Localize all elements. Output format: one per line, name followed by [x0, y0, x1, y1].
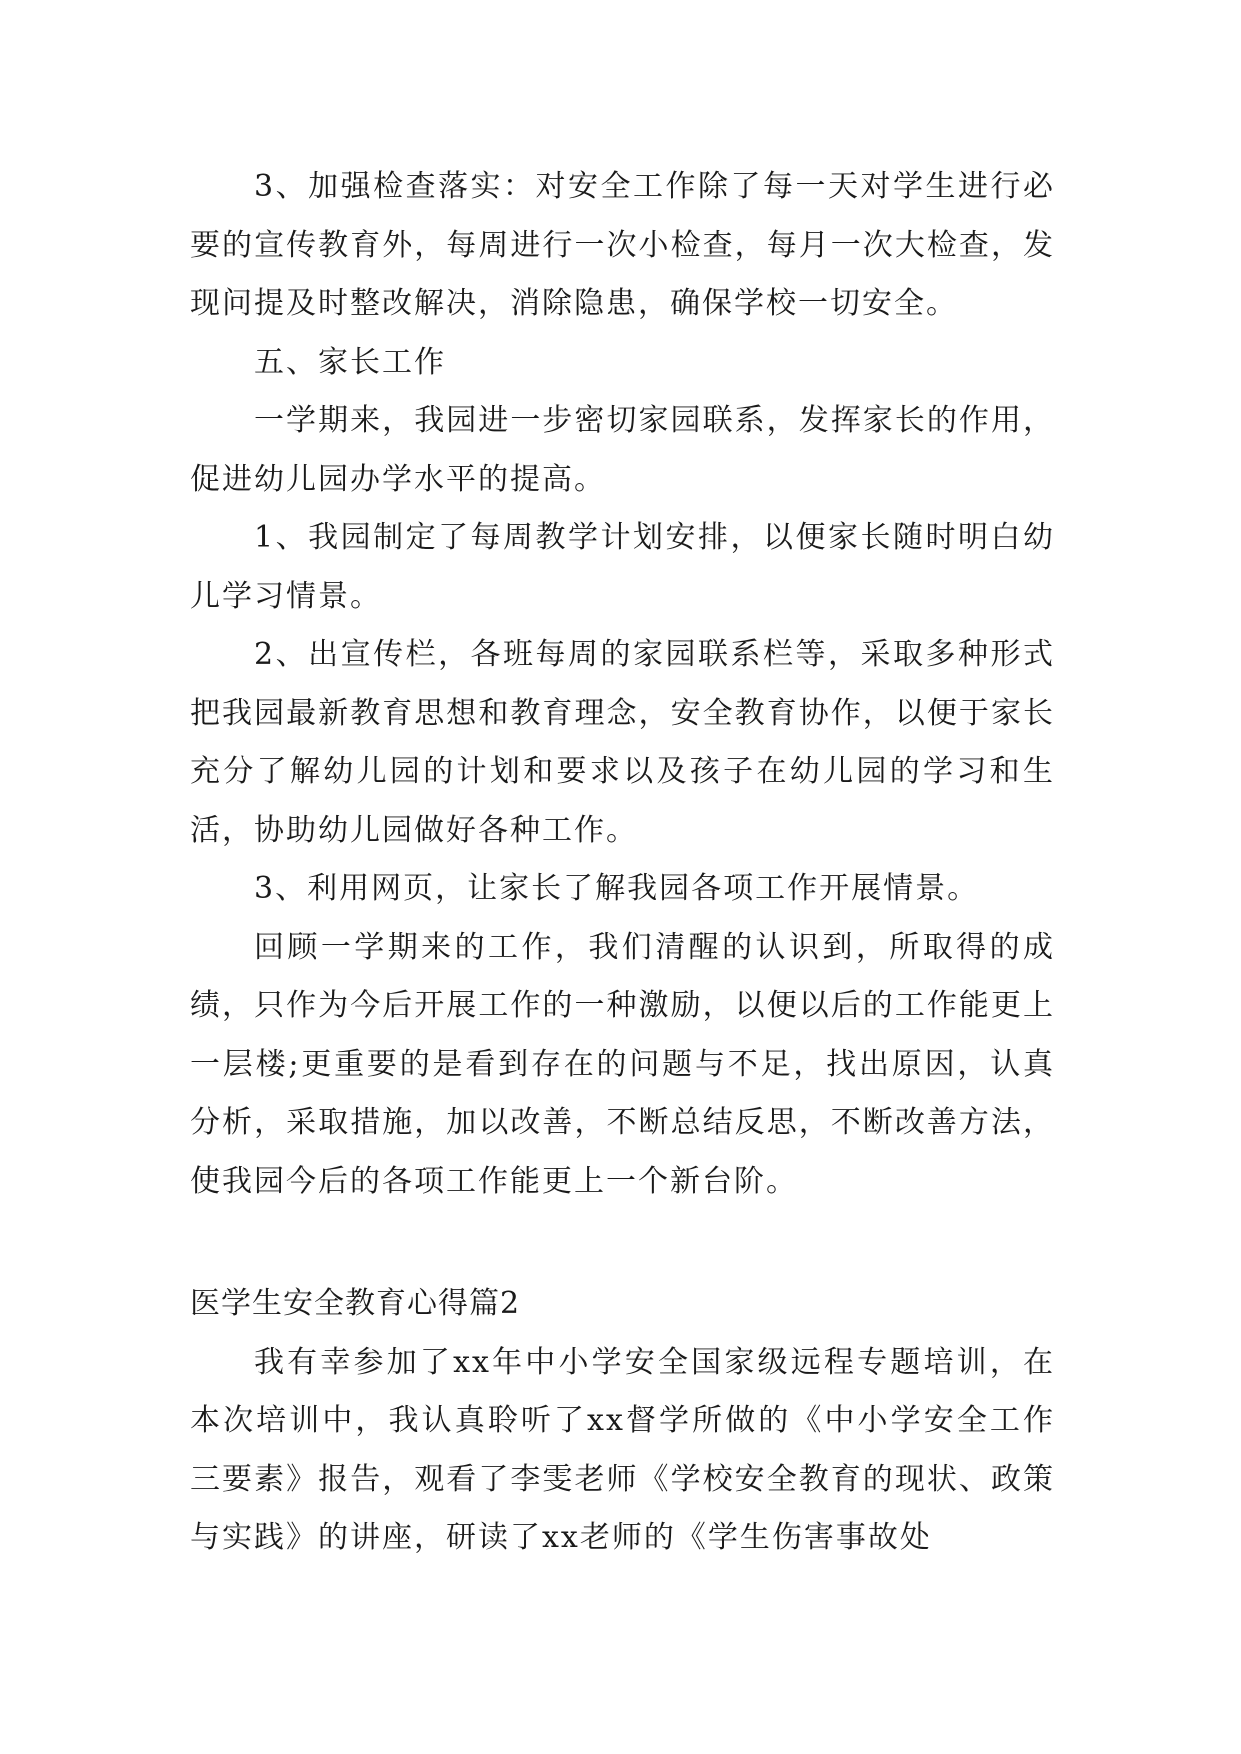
- paragraph-webpage: 3、利用网页，让家长了解我园各项工作开展情景。: [254, 871, 980, 906]
- paragraph-bulletin-board: 2、出宣传栏，各班每周的家园联系栏等，采取多种形式把我园最新教育思想和教育理念，安全教育协作，以便于家长充分了解幼儿园的计划和要求以及孩子在幼儿园的学习和生活，协助幼儿园做好各种工作。: [190, 637, 1055, 848]
- paragraph-home-school-contact: 一学期来，我园进一步密切家园联系，发挥家长的作用，促进幼儿园办学水平的提高。: [190, 403, 1055, 497]
- paragraph-review: 回顾一学期来的工作，我们清醒的认识到，所取得的成绩，只作为今后开展工作的一种激励，以便以后的工作能更上一层楼;更重要的是看到存在的问题与不足，找出原因，认真分析，采取措施，加以改善，不断总结反思，不断改善方法，使我园今后的各项工作能更上一个新台阶。: [190, 929, 1055, 1199]
- paragraph-safety-inspection: 3、加强检查落实：对安全工作除了每一天对学生进行必要的宣传教育外，每周进行一次小检查，每月一次大检查，发现问提及时整改解决，消除隐患，确保学校一切安全。: [190, 169, 1055, 321]
- paragraph-weekly-plan: 1、我园制定了每周教学计划安排，以便家长随时明白幼儿学习情景。: [190, 520, 1055, 614]
- section-heading-parent-work: 五、家长工作: [254, 344, 446, 380]
- paragraph-training: 我有幸参加了xx年中小学安全国家级远程专题培训，在本次培训中，我认真聆听了xx督学所做的《中小学安全工作三要素》报告，观看了李雯老师《学校安全教育的现状、政策与实践》的讲座，研读了xx老师的《学生伤害事故处: [190, 1344, 1055, 1555]
- article-title: 医学生安全教育心得篇2: [190, 1286, 521, 1321]
